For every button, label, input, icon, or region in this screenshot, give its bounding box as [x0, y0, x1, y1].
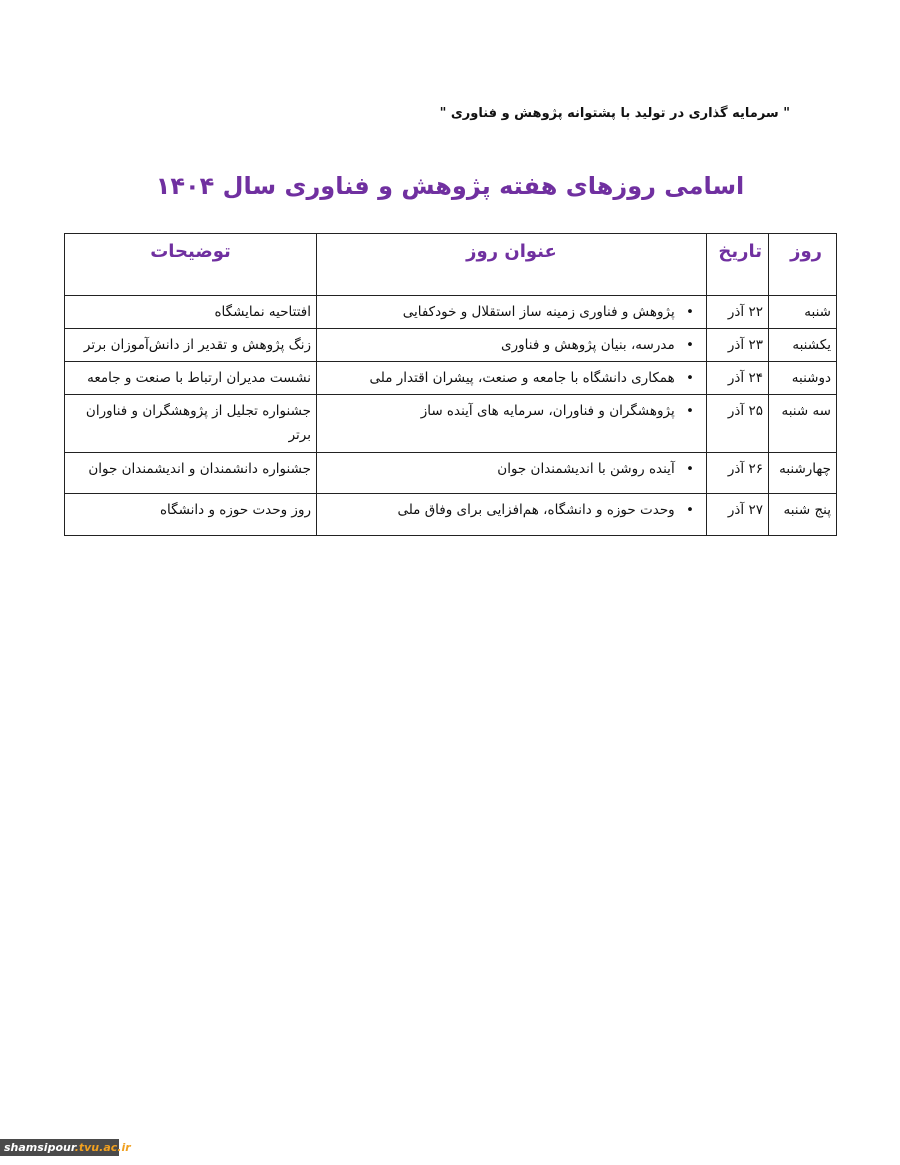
- table-row: [65, 329, 837, 362]
- cell-title: [317, 329, 707, 362]
- cell-desc: افتتاحیه نمایشگاه: [65, 296, 317, 329]
- bullet-icon: •: [686, 461, 694, 477]
- bullet-icon: •: [686, 304, 694, 320]
- cell-title: [317, 362, 707, 395]
- cell-date: ۲۲ آذر: [707, 296, 769, 329]
- cell-day: سه شنبه: [769, 395, 837, 453]
- header-desc: توضیحات: [65, 234, 317, 296]
- research-week-table: [64, 233, 837, 536]
- cell-desc: روز وحدت حوزه و دانشگاه: [65, 494, 317, 536]
- bullet-icon: •: [686, 403, 694, 419]
- header-date: تاریخ: [707, 234, 769, 296]
- cell-title-text: مدرسه، بنیان پژوهش و فناوری: [501, 337, 675, 353]
- cell-date: ۲۶ آذر: [707, 453, 769, 494]
- table-row: [65, 395, 837, 453]
- cell-date: ۲۴ آذر: [707, 362, 769, 395]
- cell-desc: جشنواره تجلیل از پژوهشگران و فناوران برتر: [65, 395, 317, 453]
- cell-date: ۲۵ آذر: [707, 395, 769, 453]
- watermark-logo: [0, 1139, 131, 1156]
- table-row: [65, 362, 837, 395]
- bullet-icon: •: [686, 337, 694, 353]
- page-title: اسامی روزهای هفته پژوهش و فناوری سال ۱۴۰۴: [155, 172, 745, 200]
- slogan: " سرمایه گذاری در تولید با پشتوانه پژوهش و فناوری ": [439, 106, 790, 121]
- table-header-row: [65, 234, 837, 296]
- cell-title: [317, 494, 707, 536]
- cell-date: ۲۷ آذر: [707, 494, 769, 536]
- cell-title-text: آینده روشن با اندیشمندان جوان: [497, 461, 675, 477]
- cell-day: شنبه: [769, 296, 837, 329]
- table-row: [65, 494, 837, 536]
- cell-title-text: همکاری دانشگاه با جامعه و صنعت، پیشران اقتدار ملی: [369, 370, 675, 386]
- cell-day: دوشنبه: [769, 362, 837, 395]
- table-row: [65, 296, 837, 329]
- cell-desc: نشست مدیران ارتباط با صنعت و جامعه: [65, 362, 317, 395]
- cell-title: [317, 296, 707, 329]
- cell-title-text: پژوهشگران و فناوران، سرمایه های آینده ساز: [420, 403, 675, 419]
- cell-desc: زنگ پژوهش و تقدیر از دانش‌آموزان برتر: [65, 329, 317, 362]
- cell-title-text: پژوهش و فناوری زمینه ساز استقلال و خودکفایی: [402, 304, 675, 320]
- cell-title: [317, 395, 707, 453]
- watermark-part1: shamsipour: [4, 1141, 75, 1154]
- cell-day: چهارشنبه: [769, 453, 837, 494]
- watermark-part2: .tvu.ac.ir: [74, 1141, 131, 1154]
- table-row: [65, 453, 837, 494]
- cell-day: پنج شنبه: [769, 494, 837, 536]
- cell-title: [317, 453, 707, 494]
- bullet-icon: •: [686, 502, 694, 518]
- cell-title-text: وحدت حوزه و دانشگاه، هم‌افزایی برای وفاق ملی: [397, 502, 675, 518]
- header-title: عنوان روز: [317, 234, 707, 296]
- header-day: روز: [769, 234, 837, 296]
- cell-date: ۲۳ آذر: [707, 329, 769, 362]
- bullet-icon: •: [686, 370, 694, 386]
- cell-desc: جشنواره دانشمندان و اندیشمندان جوان: [65, 453, 317, 494]
- cell-day: یکشنبه: [769, 329, 837, 362]
